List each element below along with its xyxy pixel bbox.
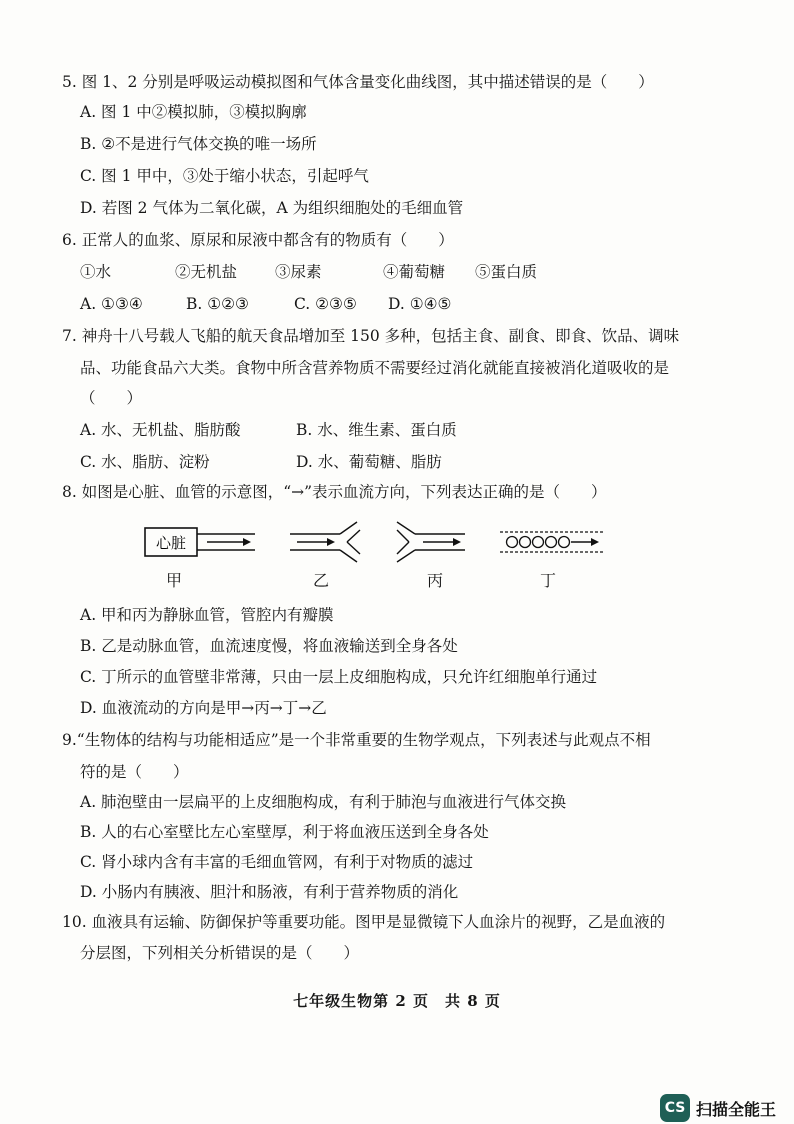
- q7-option-a: A. 水、无机盐、脂肪酸: [80, 421, 241, 439]
- q6-option-b: B. ①②③: [186, 295, 249, 313]
- q5-option-a: A. 图 1 中②模拟肺，③模拟胸廓: [80, 103, 307, 121]
- q9-stem-line2: 符的是（ ）: [80, 763, 189, 781]
- scanner-watermark: [660, 1094, 776, 1122]
- label-jia: 甲: [166, 571, 183, 590]
- q6-item-5: ⑤蛋白质: [475, 263, 538, 281]
- q7-stem-line3: （ ）: [80, 389, 143, 407]
- q6-stem: 6. 正常人的血浆、原尿和尿液中都含有的物质有（ ）: [62, 231, 454, 249]
- label-ding: 丁: [540, 571, 557, 590]
- scanner-brand-text: 扫描全能王: [696, 1099, 777, 1119]
- q7-option-c: C. 水、脂肪、淀粉: [80, 453, 210, 471]
- label-bing: 丙: [427, 571, 444, 590]
- vessel-yi: [290, 522, 360, 562]
- q6-item-3: ③尿素: [275, 263, 322, 281]
- label-yi: 乙: [313, 571, 330, 590]
- page-footer: 七年级生物第 2 页 共 8 页: [293, 992, 501, 1010]
- q6-item-2: ②无机盐: [175, 263, 238, 281]
- q8-option-a: A. 甲和丙为静脉血管，管腔内有瓣膜: [80, 606, 334, 624]
- q5-option-c: C. 图 1 甲中，③处于缩小状态，引起呼气: [80, 167, 369, 185]
- camscanner-logo-icon: CS: [660, 1094, 690, 1122]
- q6-option-c: C. ②③⑤: [294, 295, 357, 313]
- q5-stem: 5. 图 1、2 分别是呼吸运动模拟图和气体含量变化曲线图，其中描述错误的是（ ）: [62, 73, 654, 91]
- q6-item-4: ④葡萄糖: [383, 263, 446, 281]
- q9-stem-line1: 9.“生物体的结构与功能相适应”是一个非常重要的生物学观点，下列表述与此观点不相: [62, 731, 651, 749]
- q9-option-b: B. 人的右心室壁比左心室壁厚，利于将血液压送到全身各处: [80, 823, 489, 841]
- q8-option-c: C. 丁所示的血管壁非常薄，只由一层上皮细胞构成，只允许红细胞单行通过: [80, 668, 598, 686]
- q9-option-c: C. 肾小球内含有丰富的毛细血管网，有利于对物质的滤过: [80, 853, 474, 871]
- vessel-bing: [397, 522, 465, 562]
- q7-option-b: B. 水、维生素、蛋白质: [296, 421, 457, 439]
- q9-option-d: D. 小肠内有胰液、胆汁和肠液，有利于营养物质的消化: [80, 883, 459, 901]
- vessel-ding: [500, 532, 603, 552]
- heart-label: 心脏: [155, 534, 187, 552]
- q6-option-d: D. ①④⑤: [388, 295, 452, 313]
- q6-item-1: ①水: [80, 263, 112, 281]
- q7-stem-line1: 7. 神舟十八号载人飞船的航天食品增加至 150 多种，包括主食、副食、即食、饮品、调味: [62, 327, 680, 345]
- q10-stem-line2: 分层图，下列相关分析错误的是（ ）: [80, 944, 360, 962]
- q5-option-d: D. 若图 2 气体为二氧化碳，A 为组织细胞处的毛细血管: [80, 199, 464, 217]
- q7-stem-line2: 品、功能食品六大类。食物中所含营养物质不需要经过消化就能直接被消化道吸收的是: [80, 359, 670, 377]
- q9-option-a: A. 肺泡壁由一层扁平的上皮细胞构成，有利于肺泡与血液进行气体交换: [80, 793, 567, 811]
- q8-option-b: B. 乙是动脉血管，血流速度慢，将血液输送到全身各处: [80, 637, 458, 655]
- q6-option-a: A. ①③④: [80, 295, 143, 313]
- q5-option-b: B. ②不是进行气体交换的唯一场所: [80, 135, 317, 153]
- q8-option-d: D. 血液流动的方向是甲→丙→丁→乙: [80, 699, 327, 717]
- vessel-jia: [145, 528, 255, 556]
- q7-option-d: D. 水、葡萄糖、脂肪: [296, 453, 442, 471]
- q8-stem: 8. 如图是心脏、血管的示意图，“→”表示血流方向，下列表达正确的是（ ）: [62, 483, 607, 501]
- q10-stem-line1: 10. 血液具有运输、防御保护等重要功能。图甲是显微镜下人血涂片的视野，乙是血液的: [62, 913, 666, 931]
